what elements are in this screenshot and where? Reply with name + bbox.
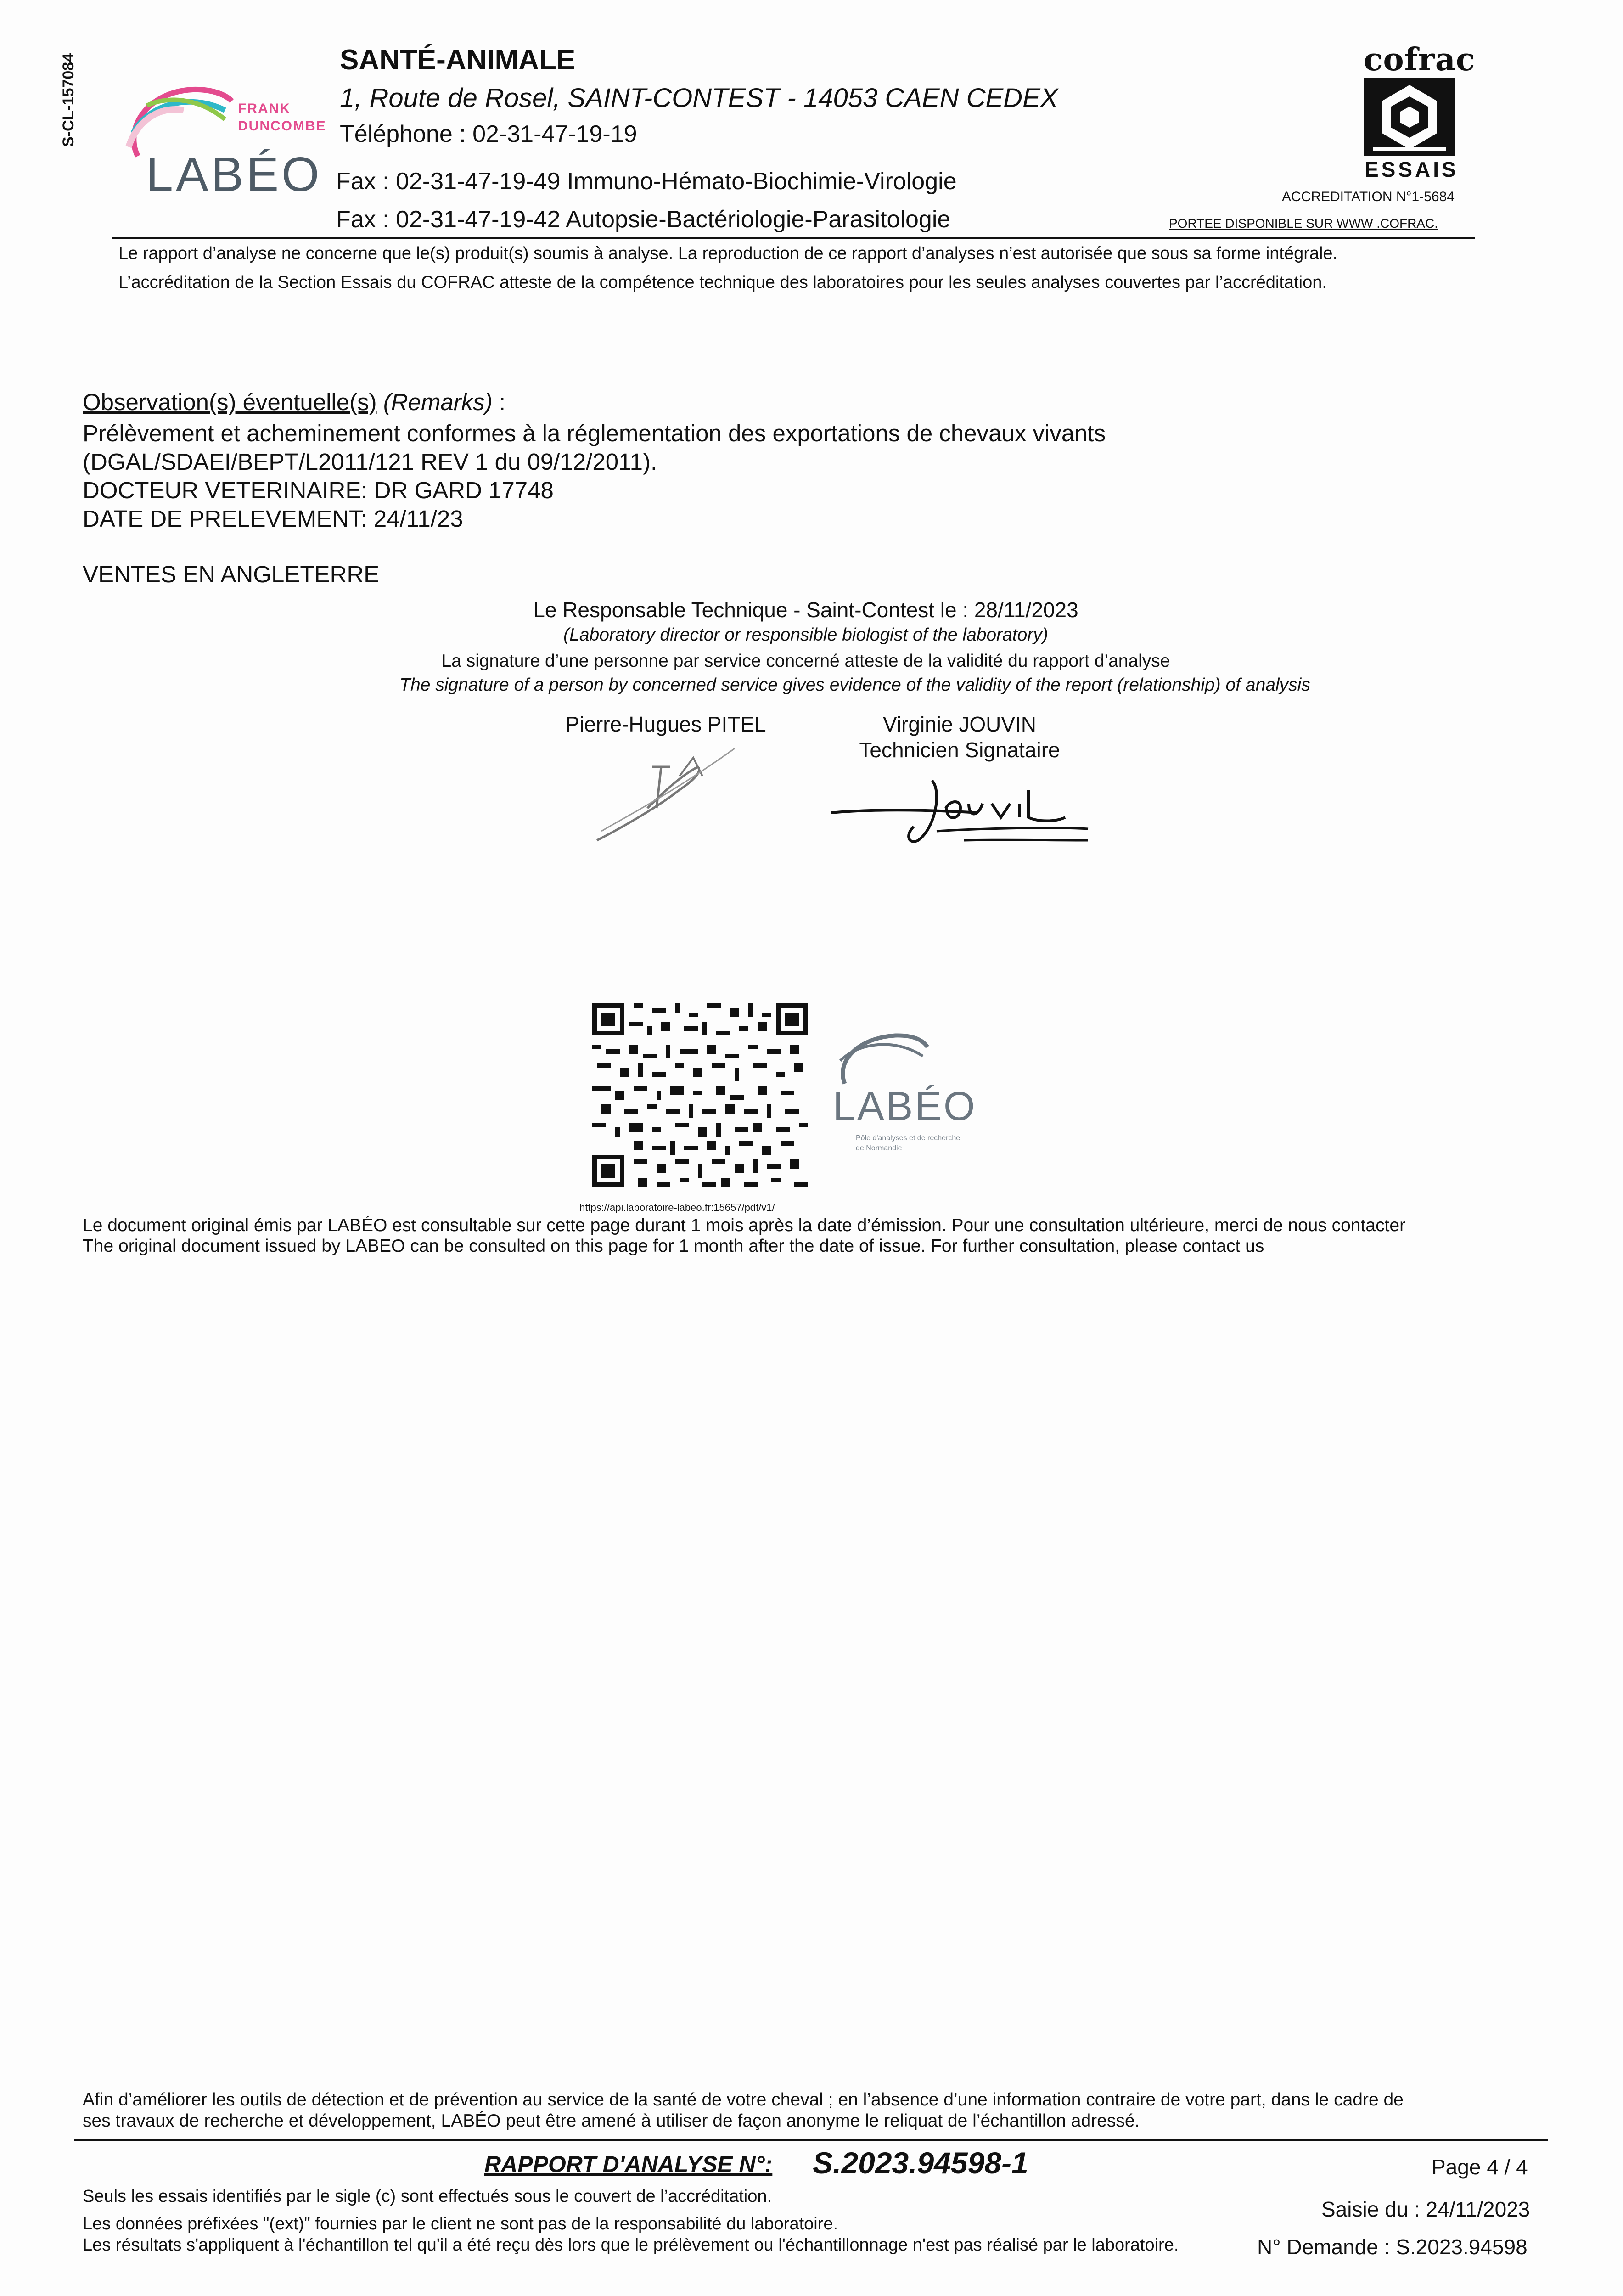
footer-rule <box>74 2139 1548 2141</box>
brand-line1: FRANK <box>238 101 291 116</box>
report-label: RAPPORT D'ANALYSE N°: <box>484 2151 773 2177</box>
signer1-name: Pierre-Hugues PITEL <box>565 712 766 736</box>
labeo-small-tag2: de Normandie <box>856 1144 902 1152</box>
demande-number: N° Demande : S.2023.94598 <box>1257 2235 1528 2259</box>
signature-pitel <box>588 739 744 850</box>
header-fax2: Fax : 02-31-47-19-42 Autopsie-Bactériologie-Parasitologie <box>336 206 951 233</box>
cofrac-portee <box>1169 213 1456 234</box>
notice-line2: L’accréditation de la Section Essais du COFRAC atteste de la compétence technique des laboratoires pour les seules analyses couvertes par l’accréditation. <box>118 273 1327 292</box>
observation-line5: VENTES EN ANGLETERRE <box>83 561 380 587</box>
notice-line1: Le rapport d’analyse ne concerne que le(s) produit(s) soumis à analyse. La reproduction de ce rapport d’analyses n’est autorisée que sous sa forme intégrale. <box>118 244 1338 263</box>
labeo-logo-small <box>831 1029 987 1166</box>
header-address: 1, Route de Rosel, SAINT-CONTEST - 14053 CAEN CEDEX <box>340 83 1058 113</box>
observations-heading-en: (Remarks) <box>383 389 493 415</box>
observations-colon: : <box>492 389 506 415</box>
signer2-title: Technicien Signataire <box>859 738 1060 762</box>
labeo-small-tag1: Pôle d'analyses et de recherche <box>856 1134 960 1142</box>
results-note: Les résultats s'appliquent à l'échantillon tel qu'il a été reçu dès lors que le prélèvement ou l'échantillonnage n'est pas réalisé par le laboratoire. <box>83 2235 1179 2255</box>
header-title: SANTÉ-ANIMALE <box>340 44 576 76</box>
signer2-name: Virginie JOUVIN <box>882 712 1037 736</box>
cofrac-portee-text: PORTEE DISPONIBLE SUR WWW .COFRAC. <box>1169 216 1438 231</box>
qr-code[interactable] <box>592 1003 808 1187</box>
page-number: Page 4 / 4 <box>1432 2155 1528 2179</box>
cofrac-brand: cofrac <box>1364 41 1476 78</box>
report-number: S.2023.94598-1 <box>813 2146 1028 2180</box>
labeo-swoosh-small-icon <box>831 1029 932 1088</box>
brand-line2: DUNCOMBE <box>238 118 326 134</box>
cofrac-label: ESSAIS <box>1365 158 1459 181</box>
ext-note: Les données préfixées "(ext)" fournies par le client ne sont pas de la responsabilité du laboratoire. <box>83 2214 838 2234</box>
cofrac-accreditation: ACCREDITATION N°1-5684 <box>1282 189 1455 204</box>
signature-jouvin <box>826 771 1093 854</box>
observation-line2: (DGAL/SDAEI/BEPT/L2011/121 REV 1 du 09/12/2011). <box>83 449 657 475</box>
observation-line3: DOCTEUR VETERINAIRE: DR GARD 17748 <box>83 477 554 503</box>
responsible-line-en: (Laboratory director or responsible biologist of the laboratory) <box>563 625 1048 645</box>
labeo-small-name: LABÉO <box>833 1083 977 1129</box>
observations-heading-fr: Observation(s) éventuelle(s) <box>83 389 377 415</box>
side-code: S-CL-157084 <box>60 53 77 147</box>
observation-line1: Prélèvement et acheminement conformes à la réglementation des exportations de chevaux vivants <box>83 420 1106 446</box>
cofrac-logo <box>1359 41 1476 188</box>
observations-heading <box>83 388 505 416</box>
responsible-line: Le Responsable Technique - Saint-Contest le : 28/11/2023 <box>533 598 1078 622</box>
qr-url[interactable]: https://api.laboratoire-labeo.fr:15657/pdf/v1/ <box>579 1202 775 1213</box>
consult-fr: Le document original émis par LABÉO est consultable sur cette page durant 1 mois après la date d’émission. Pour une consultation ultérieure, merci de nous contacter <box>83 1216 1406 1235</box>
labeo-logo <box>119 78 326 202</box>
labeo-name: LABÉO <box>146 147 322 202</box>
saisie-date: Saisie du : 24/11/2023 <box>1321 2197 1530 2221</box>
header-rule <box>112 237 1475 239</box>
improve-line2: ses travaux de recherche et développement, LABÉO peut être amené à utiliser de façon anonyme le reliquat de l’échantillon adressé. <box>83 2111 1140 2131</box>
improve-line1: Afin d’améliorer les outils de détection et de prévention au service de la santé de votre cheval ; en l’absence d’une information contraire de votre part, dans le cadre de <box>83 2090 1404 2110</box>
validity-line: La signature d’une personne par service concerné atteste de la validité du rapport d’analyse <box>441 651 1170 671</box>
header-fax1: Fax : 02-31-47-19-49 Immuno-Hémato-Biochimie-Virologie <box>336 168 957 195</box>
cofrac-hexagon-icon <box>1364 78 1455 156</box>
accred-note: Seuls les essais identifiés par le sigle (c) sont effectués sous le couvert de l’accréditation. <box>83 2187 772 2206</box>
header-phone: Téléphone : 02-31-47-19-19 <box>340 121 637 147</box>
consult-en: The original document issued by LABEO can be consulted on this page for 1 month after the date of issue. For further consultation, please contact us <box>83 1236 1264 1256</box>
observation-line4: DATE DE PRELEVEMENT: 24/11/23 <box>83 506 463 532</box>
validity-line-en: The signature of a person by concerned service gives evidence of the validity of the report (relationship) of analysis <box>399 675 1310 695</box>
